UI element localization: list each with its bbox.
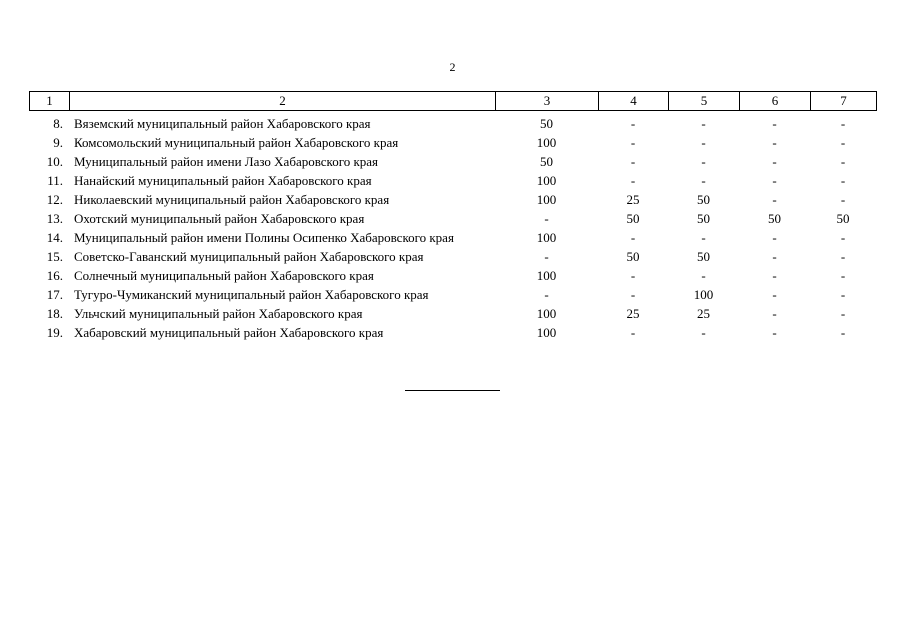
column-header-cell: 2 — [70, 92, 496, 111]
value-col-4: - — [630, 116, 636, 131]
district-name: Нанайский муниципальный район Хабаровского края — [74, 173, 372, 188]
value-col-3: 100 — [536, 306, 557, 321]
table-row — [29, 228, 876, 247]
district-name: Солнечный муниципальный район Хабаровского края — [74, 268, 374, 283]
row-number: 8. — [53, 116, 63, 131]
value-col-7: - — [840, 173, 846, 188]
value-col-3: - — [544, 287, 549, 302]
value-col-6: - — [772, 268, 777, 283]
table-row — [29, 133, 876, 152]
table-row — [29, 209, 876, 228]
value-col-3: 100 — [536, 230, 557, 245]
column-header-cell: 5 — [669, 92, 740, 111]
value-col-7: - — [840, 154, 846, 169]
value-col-6: - — [772, 154, 777, 169]
value-col-6: - — [772, 325, 777, 340]
value-col-6: - — [772, 192, 777, 207]
value-col-3: 100 — [536, 192, 557, 207]
value-col-6: - — [772, 249, 777, 264]
value-col-7: - — [840, 287, 846, 302]
value-col-5: - — [701, 135, 706, 150]
value-col-4: - — [630, 268, 636, 283]
value-col-3: 50 — [540, 116, 553, 131]
value-col-4: - — [630, 154, 636, 169]
value-col-5: 50 — [697, 192, 710, 207]
value-col-6: 50 — [768, 211, 781, 226]
column-header-row — [30, 92, 877, 111]
value-col-4: - — [630, 173, 636, 188]
value-col-5: - — [701, 154, 706, 169]
row-number: 13. — [46, 211, 63, 226]
column-header-cell: 6 — [740, 92, 811, 111]
value-col-5: - — [701, 173, 706, 188]
value-col-3: 100 — [536, 173, 557, 188]
value-col-7: - — [840, 116, 846, 131]
column-header-table — [29, 91, 877, 111]
page-number: 2 — [449, 60, 456, 74]
value-col-7: 50 — [836, 211, 850, 226]
value-col-4: - — [630, 287, 636, 302]
district-name: Тугуро-Чумиканский муниципальный район Хабаровского края — [74, 287, 429, 302]
value-col-4: - — [630, 230, 636, 245]
district-name: Хабаровский муниципальный район Хабаровского края — [74, 325, 384, 340]
column-header-cell: 1 — [30, 92, 70, 111]
district-name: Охотский муниципальный район Хабаровского края — [74, 211, 365, 226]
value-col-6: - — [772, 116, 777, 131]
table-row — [29, 171, 876, 190]
value-col-4: 25 — [626, 192, 640, 207]
value-col-6: - — [772, 173, 777, 188]
value-col-7: - — [840, 268, 846, 283]
district-name: Советско-Гаванский муниципальный район Хабаровского края — [74, 249, 424, 264]
value-col-6: - — [772, 230, 777, 245]
value-col-3: 50 — [540, 154, 553, 169]
value-col-3: - — [544, 211, 549, 226]
value-col-3: - — [544, 249, 549, 264]
district-name: Вяземский муниципальный район Хабаровского края — [74, 116, 371, 131]
value-col-5: 25 — [697, 306, 710, 321]
district-name: Муниципальный район имени Лазо Хабаровского края — [74, 154, 379, 169]
row-number: 9. — [53, 135, 63, 150]
value-col-3: 100 — [536, 135, 557, 150]
value-col-7: - — [840, 306, 846, 321]
row-number: 16. — [46, 268, 63, 283]
value-col-3: 100 — [536, 268, 557, 283]
table-row — [29, 114, 876, 133]
value-col-7: - — [840, 230, 846, 245]
table-row — [29, 323, 876, 342]
table-row — [29, 285, 876, 304]
value-col-6: - — [772, 306, 777, 321]
table-row — [29, 190, 876, 209]
value-col-5: 50 — [697, 211, 710, 226]
value-col-3: 100 — [536, 325, 557, 340]
value-col-4: 25 — [626, 306, 640, 321]
table-row — [29, 304, 876, 323]
value-col-4: - — [630, 135, 636, 150]
row-number: 18. — [46, 306, 63, 321]
value-col-6: - — [772, 287, 777, 302]
value-col-5: - — [701, 325, 706, 340]
row-number: 14. — [46, 230, 63, 245]
row-number: 15. — [46, 249, 63, 264]
value-col-5: 50 — [697, 249, 710, 264]
value-col-7: - — [840, 192, 846, 207]
district-table — [29, 114, 876, 342]
district-name: Муниципальный район имени Полины Осипенко Хабаровского края — [74, 230, 454, 245]
district-name: Ульчский муниципальный район Хабаровского края — [74, 306, 363, 321]
value-col-5: - — [701, 268, 706, 283]
value-col-7: - — [840, 135, 846, 150]
value-col-7: - — [840, 325, 846, 340]
value-col-5: - — [701, 116, 706, 131]
value-col-4: 50 — [626, 211, 640, 226]
row-number: 19. — [46, 325, 63, 340]
table-row — [29, 266, 876, 285]
table-row — [29, 247, 876, 266]
row-number: 10. — [46, 154, 63, 169]
value-col-4: - — [630, 325, 636, 340]
column-header-cell: 4 — [599, 92, 669, 111]
row-number: 11. — [47, 173, 63, 188]
district-name: Николаевский муниципальный район Хабаровского края — [74, 192, 390, 207]
value-col-7: - — [840, 249, 846, 264]
district-name: Комсомольский муниципальный район Хабаровского края — [74, 135, 399, 150]
column-header-cell: 7 — [811, 92, 877, 111]
row-number: 17. — [46, 287, 63, 302]
value-col-5: - — [701, 230, 706, 245]
table-row — [29, 152, 876, 171]
value-col-4: 50 — [626, 249, 640, 264]
value-col-6: - — [772, 135, 777, 150]
end-of-table-rule — [405, 390, 500, 391]
value-col-5: 100 — [693, 287, 714, 302]
row-number: 12. — [46, 192, 63, 207]
column-header-cell: 3 — [496, 92, 599, 111]
